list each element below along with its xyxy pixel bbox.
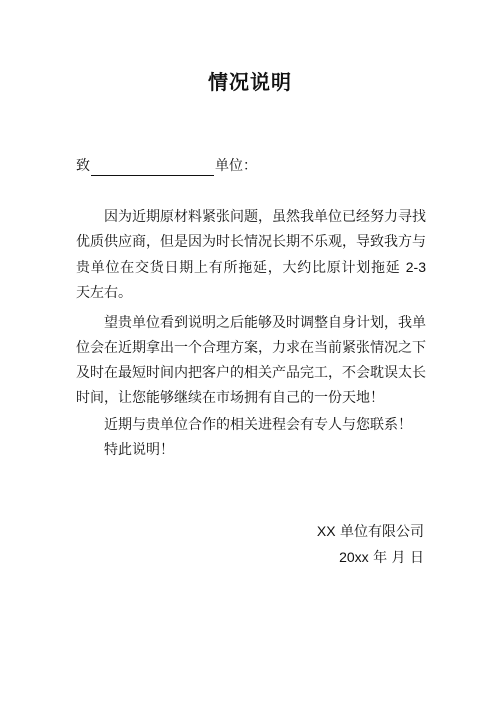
salutation-prefix: 致: [76, 158, 90, 174]
delay-days-value: 2-3: [405, 259, 426, 275]
paragraph-request: 望贵单位看到说明之后能够及时调整自身计划，我单位会在近期拿出一个合理方案，力求在当前紧张情况之下及时在最短时间内把客户的相关产品完工，不会耽误太长时间，让您能够继续在市场拥有自己的一份天地！: [76, 315, 426, 406]
company-prefix: XX: [316, 523, 336, 539]
document-title: 情况说明: [208, 70, 292, 94]
paragraph-delay-reason: [76, 205, 426, 306]
paragraph-contact: 近期与贵单位合作的相关进程会有专人与您联系！: [104, 417, 412, 433]
signature-company: [317, 521, 424, 542]
salutation-line: [76, 156, 257, 176]
paragraph-delay-text-a: 因为近期原材料紧张问题，虽然我单位已经努力寻找优质供应商，但是因为时长情况长期不乐观，导致我方与贵单位在交货日期上有所拖延，大约比原计划拖延: [76, 209, 426, 276]
date-year: 20xx: [339, 549, 369, 565]
recipient-blank-line: [91, 161, 214, 176]
date-rest: 年 月 日: [368, 550, 424, 566]
company-name: 单位有限公司: [335, 524, 424, 540]
paragraph-delay-text-b: 天左右。: [76, 285, 132, 301]
paragraph-closing: 特此说明！: [104, 442, 174, 458]
salutation-suffix: 单位：: [215, 158, 257, 174]
signature-date: [339, 547, 424, 568]
